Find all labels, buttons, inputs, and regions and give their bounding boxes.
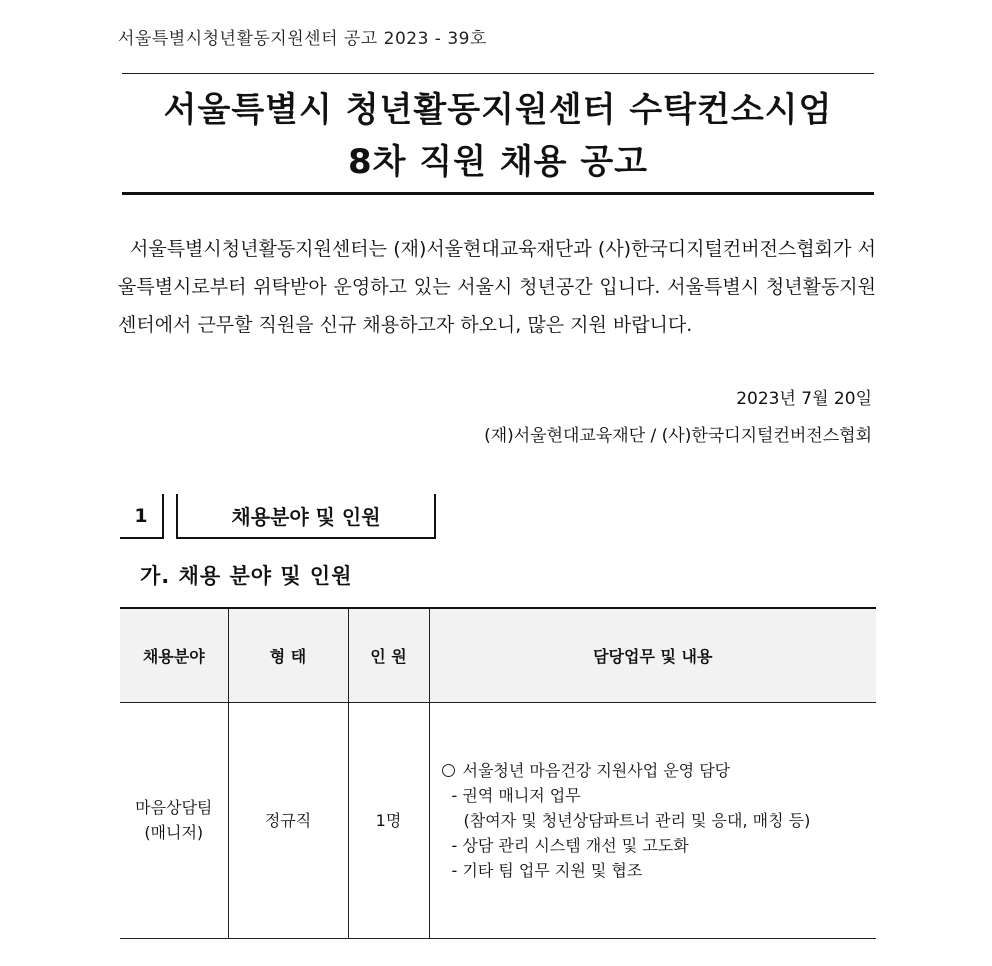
duty-item: - 기타 팀 업무 지원 및 협조 [451, 860, 643, 880]
table-header-row [120, 608, 876, 702]
header-count: 인 원 [348, 608, 429, 702]
header-type: 형 태 [228, 608, 348, 702]
cell-count: 1명 [348, 702, 429, 938]
announcement-reference: 서울특별시청년활동지원센터 공고 2023 - 39호 [118, 29, 487, 49]
duty-item: (참여자 및 청년상담파트너 관리 및 응대, 매칭 등) [463, 810, 811, 830]
header-field: 채용분야 [120, 608, 228, 702]
circle-bullet-icon [442, 764, 455, 777]
cell-field [120, 702, 228, 938]
document-title [122, 84, 874, 188]
field-name: 마음상담팀 [135, 798, 213, 817]
top-rule [122, 73, 874, 74]
header-duties: 담당업무 및 내용 [429, 608, 876, 702]
section-number: 1 [120, 494, 164, 539]
subsection-heading: 가. 채용 분야 및 인원 [140, 564, 353, 588]
table-row [120, 702, 876, 938]
title-bottom-rule [122, 192, 874, 195]
duty-main-text: 서울청년 마음건강 지원사업 운영 담당 [462, 760, 731, 780]
title-line-2: 8차 직원 채용 공고 [347, 142, 649, 182]
intro-paragraph: 서울특별시청년활동지원센터는 (재)서울현대교육재단과 (사)한국디지털컨버전스협회가 서울특별시로부터 위탁받아 운영하고 있는 서울시 청년공간 입니다. 서울특별시 청년활동지원센터에서 근무할 직원을 신규 채용하고자 하오니, 많은 지원 바랍니다. [118, 238, 876, 336]
duty-item: - 권역 매니저 업무 [451, 785, 581, 805]
section-heading-box [120, 494, 436, 539]
issuer-names: (재)서울현대교육재단 / (사)한국디지털컨버전스협회 [484, 426, 872, 446]
announcement-date: 2023년 7월 20일 [736, 389, 872, 409]
cell-type: 정규직 [228, 702, 348, 938]
title-line-1: 서울특별시 청년활동지원센터 수탁컨소시엄 [163, 90, 833, 130]
cell-duties [429, 702, 876, 938]
duty-item: - 상담 관리 시스템 개선 및 고도화 [451, 835, 689, 855]
duty-main [442, 758, 876, 783]
field-role: (매니저) [144, 823, 204, 842]
recruitment-table [120, 607, 876, 939]
section-title: 채용분야 및 인원 [176, 494, 436, 539]
